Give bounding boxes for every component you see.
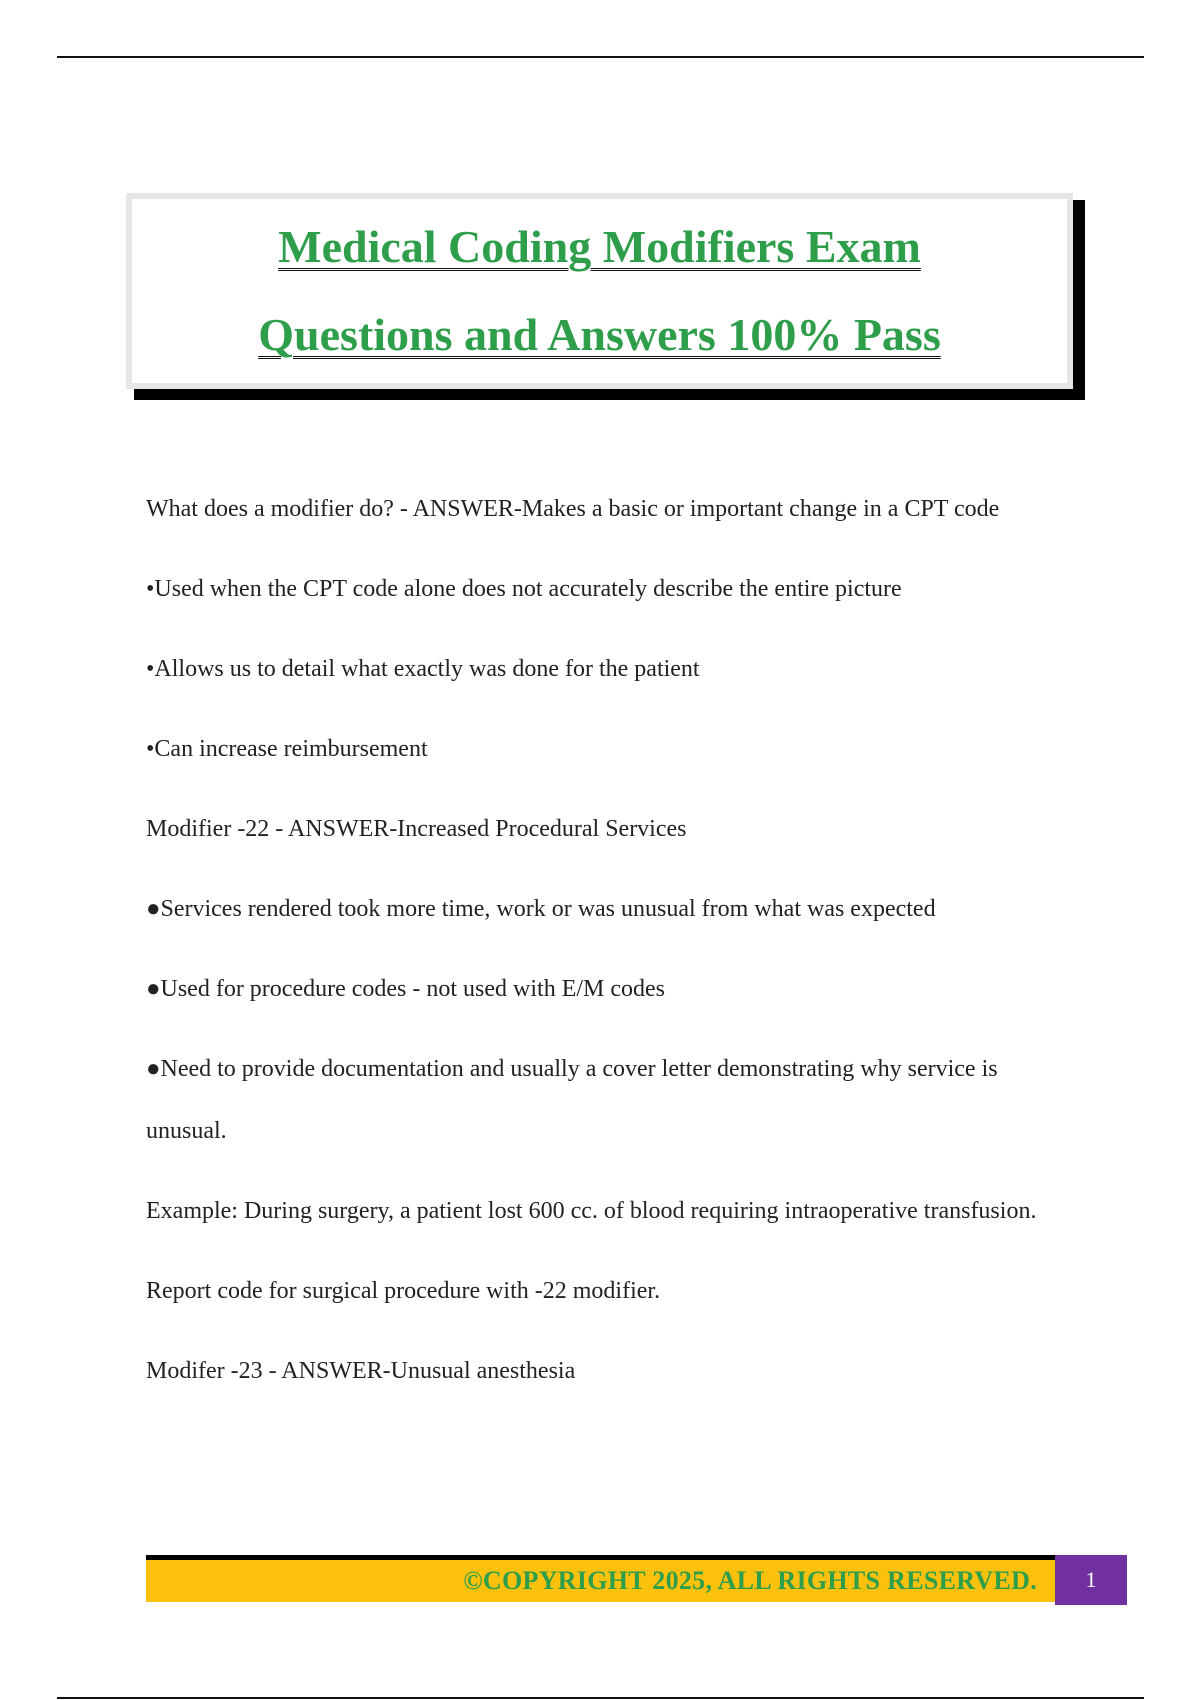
paragraph-modifier-22: Modifier -22 - ANSWER-Increased Procedural Services (146, 816, 687, 842)
title-line-2: Questions and Answers 100% Pass (258, 309, 941, 360)
document-body (146, 478, 1066, 1420)
bullet-item: •Allows us to detail what exactly was done for the patient (146, 656, 700, 682)
bullet-item: ●Need to provide documentation and usually a cover letter demonstrating why service is unusual. (146, 1056, 998, 1144)
paragraph-question-modifier: What does a modifier do? - ANSWER-Makes a basic or important change in a CPT code (146, 496, 1000, 522)
bullet-item: •Used when the CPT code alone does not accurately describe the entire picture (146, 576, 902, 602)
bullet-item: ●Services rendered took more time, work or was unusual from what was expected (146, 896, 936, 922)
footer-copyright-bar (146, 1555, 1055, 1602)
title-box (126, 193, 1073, 389)
bottom-rule (57, 1697, 1144, 1699)
paragraph-report-code: Report code for surgical procedure with -22 modifier. (146, 1278, 661, 1304)
paragraph-modifier-23: Modifer -23 - ANSWER-Unusual anesthesia (146, 1358, 576, 1384)
title-line-1: Medical Coding Modifiers Exam (278, 221, 921, 272)
page-number: 1 (1085, 1567, 1097, 1592)
bullet-item: •Can increase reimbursement (146, 736, 428, 762)
copyright-text: ©COPYRIGHT 2025, ALL RIGHTS RESERVED. (463, 1566, 1037, 1595)
bullet-item: ●Used for procedure codes - not used with E/M codes (146, 976, 666, 1002)
paragraph-example: Example: During surgery, a patient lost 600 cc. of blood requiring intraoperative transfusion. (146, 1198, 1037, 1224)
page-number-box (1055, 1555, 1127, 1605)
top-rule (57, 56, 1144, 58)
